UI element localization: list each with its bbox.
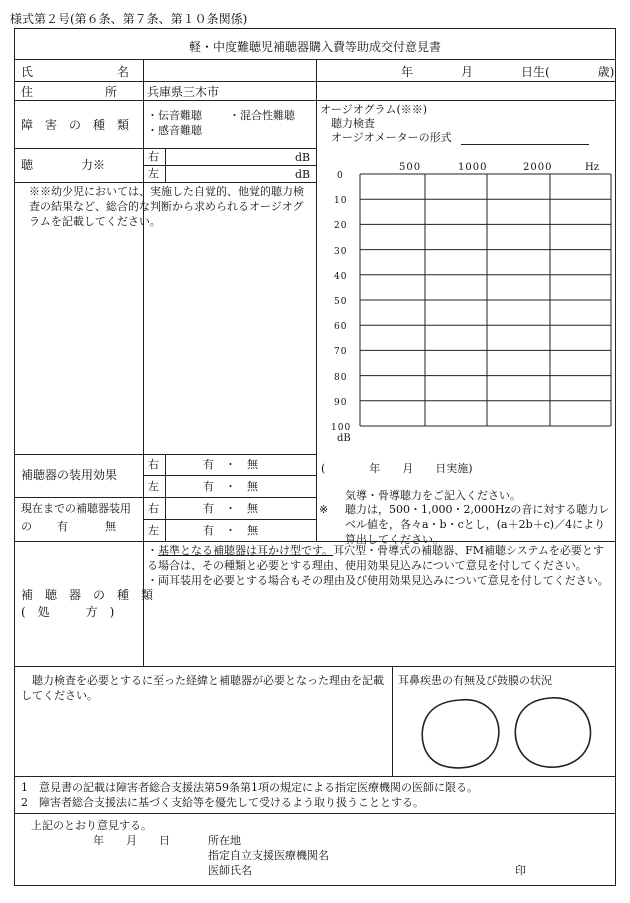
address-value[interactable]: 兵庫県三木市 [147, 85, 220, 99]
freq-label-2000: 2000 [523, 162, 553, 173]
divider [316, 59, 317, 100]
footnote-1: 1 意見書の記載は障害者総合支援法第59条第1項の規定による指定医療機関の医師に限る。 [21, 781, 478, 794]
note-calculation: 聴力は，500・1,000・2,000Hzの音に対する聴力レベル値を，各々a・b・cとし，(a＋2b＋c)／4により算出してください。 [345, 503, 610, 546]
divider [15, 59, 615, 60]
hearing-left-unit: dB [295, 168, 311, 181]
divider [165, 454, 166, 541]
form-title: 軽・中度難聴児補聴器購入費等助成交付意見書 [188, 40, 441, 54]
address-label: 住 所 [21, 85, 118, 99]
audiometer-type-line[interactable] [461, 144, 589, 145]
db-label: 0 [337, 171, 344, 181]
prescription-label-2: ( 処 方 ) [21, 605, 115, 619]
disability-label: 障 害 の 種 類 [21, 118, 130, 132]
divider [165, 148, 166, 182]
db-label: 20 [334, 221, 348, 232]
doctor-name-label[interactable]: 医師氏名 [208, 864, 252, 877]
audiogram-grid[interactable] [315, 157, 613, 457]
history-label-1: 現在までの補聴器装用 [21, 502, 131, 515]
db-label: 80 [334, 372, 348, 383]
left-eardrum-outline [515, 698, 590, 767]
option-mixed[interactable]: ・混合性難聴 [229, 109, 295, 122]
name-label: 氏 名 [21, 65, 130, 79]
location-label[interactable]: 所在地 [208, 834, 241, 847]
note-conduction: 気導・骨導聴力をご記入ください。 [345, 489, 521, 502]
db-label: 70 [334, 347, 348, 358]
right-eardrum-outline [422, 700, 499, 768]
prescription-bullet-1 [147, 544, 611, 574]
hearing-left-label: 左 [148, 167, 159, 180]
prescription-label-1: 補 聴 器 の 種 類 [21, 588, 154, 602]
hearing-right-unit: dB [295, 151, 311, 164]
divider [392, 666, 393, 776]
divider [15, 182, 316, 183]
hearing-right-label: 右 [148, 150, 159, 163]
alternative-device-note: 耳穴型・骨導式の補聴器、FM補聴システムを必要とする場合は、その種類と必要とする理由、使用効果見込みについて意見を付してください。 [147, 544, 604, 572]
reason-prompt: 聴力検査を必要とするに至った経緯と補聴器が必要となった理由を記載してください。 [21, 674, 384, 702]
institution-label[interactable]: 指定自立支援医療機関名 [208, 849, 329, 862]
db-label: 90 [334, 397, 348, 408]
audiogram-heading: オージオグラム(※※) [320, 103, 428, 116]
use-effect-left: 左 [148, 480, 159, 493]
history-left-choice[interactable]: 有 ・ 無 [203, 524, 258, 537]
child-note: ※※幼少児においては、実施した自覚的、他覚的聴力検査の結果など、総合的な判断から求められるオージオグラムを記載してください。 [29, 185, 304, 228]
form-frame [14, 28, 616, 886]
prescription-bullet-2 [147, 574, 611, 589]
bullet-mark: ・ [147, 544, 158, 557]
db-label: 40 [334, 271, 348, 282]
footnote-2: 2 障害者総合支援法に基づく支給等を優先して受けるよう取り扱うこととする。 [21, 796, 424, 809]
divider [15, 776, 615, 777]
exam-date[interactable]: ( 年 月 日実施) [321, 462, 473, 475]
freq-unit: Hz [585, 162, 599, 173]
eardrum-diagram [410, 692, 605, 774]
standard-device-note: 基準となる補聴器は耳かけ型です。 [158, 544, 334, 557]
db-label: 50 [334, 297, 348, 307]
divider [15, 813, 615, 814]
divider [15, 81, 615, 82]
history-right: 右 [148, 502, 159, 515]
form-code: 様式第２号(第６条、第７条、第１０条関係) [10, 12, 248, 26]
birth-date-field[interactable]: 年 月 日生( 歳) [401, 65, 615, 79]
history-label-2: の 有 無 [21, 520, 117, 533]
hearing-label: 聴 力※ [21, 158, 106, 172]
db-unit: dB [337, 433, 351, 444]
freq-label-500: 500 [399, 162, 422, 173]
option-conductive[interactable]: ・伝音難聴 [147, 109, 202, 122]
db-label: 10 [334, 196, 348, 207]
audiogram-exam: 聴力検査 [331, 117, 375, 130]
freq-label-1000: 1000 [458, 162, 488, 173]
divider [143, 59, 144, 666]
ear-status-label: 耳鼻疾患の有無及び鼓膜の状況 [398, 674, 552, 687]
bullet-mark: ・ [147, 574, 158, 587]
use-effect-right: 右 [148, 458, 159, 471]
use-effect-left-choice[interactable]: 有 ・ 無 [203, 480, 258, 493]
option-sensorineural[interactable]: ・感音難聴 [147, 124, 202, 137]
db-label: 30 [334, 246, 348, 257]
signature-date[interactable]: 年 月 日 [93, 834, 170, 847]
divider [15, 666, 615, 667]
divider [15, 100, 615, 101]
note-mark: ※ [319, 503, 329, 516]
audiometer-type: オージオメーターの形式 [331, 131, 452, 144]
db-label: 60 [334, 322, 348, 333]
divider [143, 475, 316, 476]
history-right-choice[interactable]: 有 ・ 無 [203, 502, 258, 515]
db-label: 100 [331, 423, 352, 433]
use-effect-right-choice[interactable]: 有 ・ 無 [203, 458, 258, 471]
history-left: 左 [148, 524, 159, 537]
divider [143, 165, 316, 166]
use-effect-label: 補聴器の装用効果 [21, 468, 118, 482]
binaural-note: 両耳装用を必要とする場合もその理由及び使用効果見込みについて意見を付してください。 [158, 574, 609, 587]
seal-mark: 印 [515, 864, 526, 877]
signature-statement: 上記のとおり意見する。 [31, 819, 152, 832]
divider [143, 519, 316, 520]
